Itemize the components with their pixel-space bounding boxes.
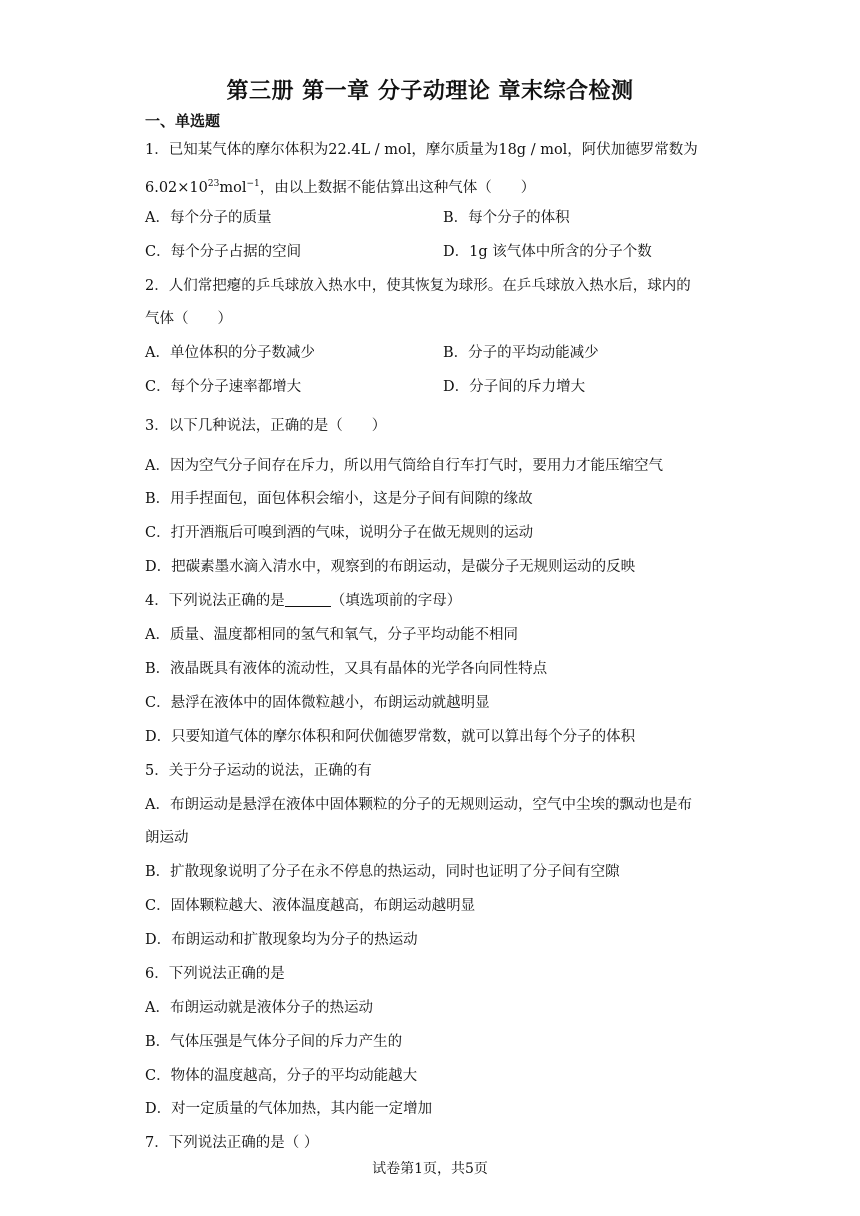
question-5-stem: 5．关于分子运动的说法，正确的有 <box>145 763 372 779</box>
question-4-option-d: D．只要知道气体的摩尔体积和阿伏伽德罗常数，就可以算出每个分子的体积 <box>145 729 636 745</box>
question-4-option-a: A．质量、温度都相同的氢气和氧气，分子平均动能不相同 <box>145 627 518 643</box>
question-5-option-a: A．布朗运动是悬浮在液体中固体颗粒的分子的无规则运动，空气中尘埃的飘动也是布 <box>145 797 692 813</box>
page-title: 第三册 第一章 分子动理论 章末综合检测 <box>226 79 634 104</box>
question-1-option-c: C．每个分子占据的空间 <box>145 244 302 260</box>
question-1-stem: 1．已知某气体的摩尔体积为22.4L / mol，摩尔质量为18g / mol，阿伏加德罗常数为 <box>145 142 698 158</box>
avogadro-exponent: 23 <box>207 179 220 189</box>
question-1-stem-cont <box>145 174 535 198</box>
question-6-stem: 6．下列说法正确的是 <box>145 966 285 982</box>
question-2-stem-cont: 气体（ ） <box>145 311 232 327</box>
question-6-option-d: D．对一定质量的气体加热，其内能一定增加 <box>145 1101 433 1117</box>
question-1-option-d: D．1g 该气体中所含的分子个数 <box>443 244 652 260</box>
question-3-option-a: A．因为空气分子间存在斥力，所以用气筒给自行车打气时，要用力才能压缩空气 <box>145 458 663 474</box>
question-6-option-b: B．气体压强是气体分子间的斥力产生的 <box>145 1034 403 1050</box>
question-2-option-a: A．单位体积的分子数减少 <box>145 345 315 361</box>
avogadro-unit-exponent: −1 <box>246 179 260 189</box>
question-3-option-d: D．把碳素墨水滴入清水中，观察到的布朗运动，是碳分子无规则运动的反映 <box>145 559 636 575</box>
question-1-option-b: B．每个分子的体积 <box>443 210 570 226</box>
question-5-option-a-cont: 朗运动 <box>145 830 189 846</box>
question-5-option-b: B．扩散现象说明了分子在永不停息的热运动，同时也证明了分子间有空隙 <box>145 864 620 880</box>
question-7-stem: 7．下列说法正确的是（ ） <box>145 1135 319 1151</box>
question-3-option-c: C．打开酒瓶后可嗅到酒的气味，说明分子在做无规则的运动 <box>145 525 534 541</box>
avogadro-value: 6.02×10 <box>145 179 208 196</box>
question-2-option-d: D．分子间的斥力增大 <box>443 379 586 395</box>
question-2-option-b: B．分子的平均动能减少 <box>443 345 599 361</box>
question-1-stem-end: ，由以上数据不能估算出这种气体（ ） <box>259 179 536 196</box>
avogadro-unit: mol <box>219 179 247 196</box>
question-4-stem <box>145 591 461 611</box>
question-4-option-c: C．悬浮在液体中的固体微粒越小，布朗运动就越明显 <box>145 695 490 711</box>
question-4-stem-start: 4．下列说法正确的是 <box>145 593 285 609</box>
question-6-option-c: C．物体的温度越高，分子的平均动能越大 <box>145 1068 418 1084</box>
question-1-option-a: A．每个分子的质量 <box>145 210 272 226</box>
question-5-option-d: D．布朗运动和扩散现象均为分子的热运动 <box>145 932 418 948</box>
answer-blank <box>285 592 331 607</box>
page-footer: 试卷第1页，共5页 <box>372 1161 488 1177</box>
question-3-stem: 3．以下几种说法，正确的是（ ） <box>145 418 387 434</box>
question-2-option-c: C．每个分子速率都增大 <box>145 379 302 395</box>
question-2-stem: 2．人们常把瘪的乒乓球放入热水中，使其恢复为球形。在乒乓球放入热水后，球内的 <box>145 278 691 294</box>
question-4-stem-end: （填选项前的字母） <box>330 593 462 609</box>
question-6-option-a: A．布朗运动就是液体分子的热运动 <box>145 1000 373 1016</box>
section-heading: 一、单选题 <box>145 112 221 130</box>
question-3-option-b: B．用手捏面包，面包体积会缩小，这是分子间有间隙的缘故 <box>145 491 533 507</box>
question-4-option-b: B．液晶既具有液体的流动性，又具有晶体的光学各向同性特点 <box>145 661 548 677</box>
question-5-option-c: C．固体颗粒越大、液体温度越高，布朗运动越明显 <box>145 898 476 914</box>
